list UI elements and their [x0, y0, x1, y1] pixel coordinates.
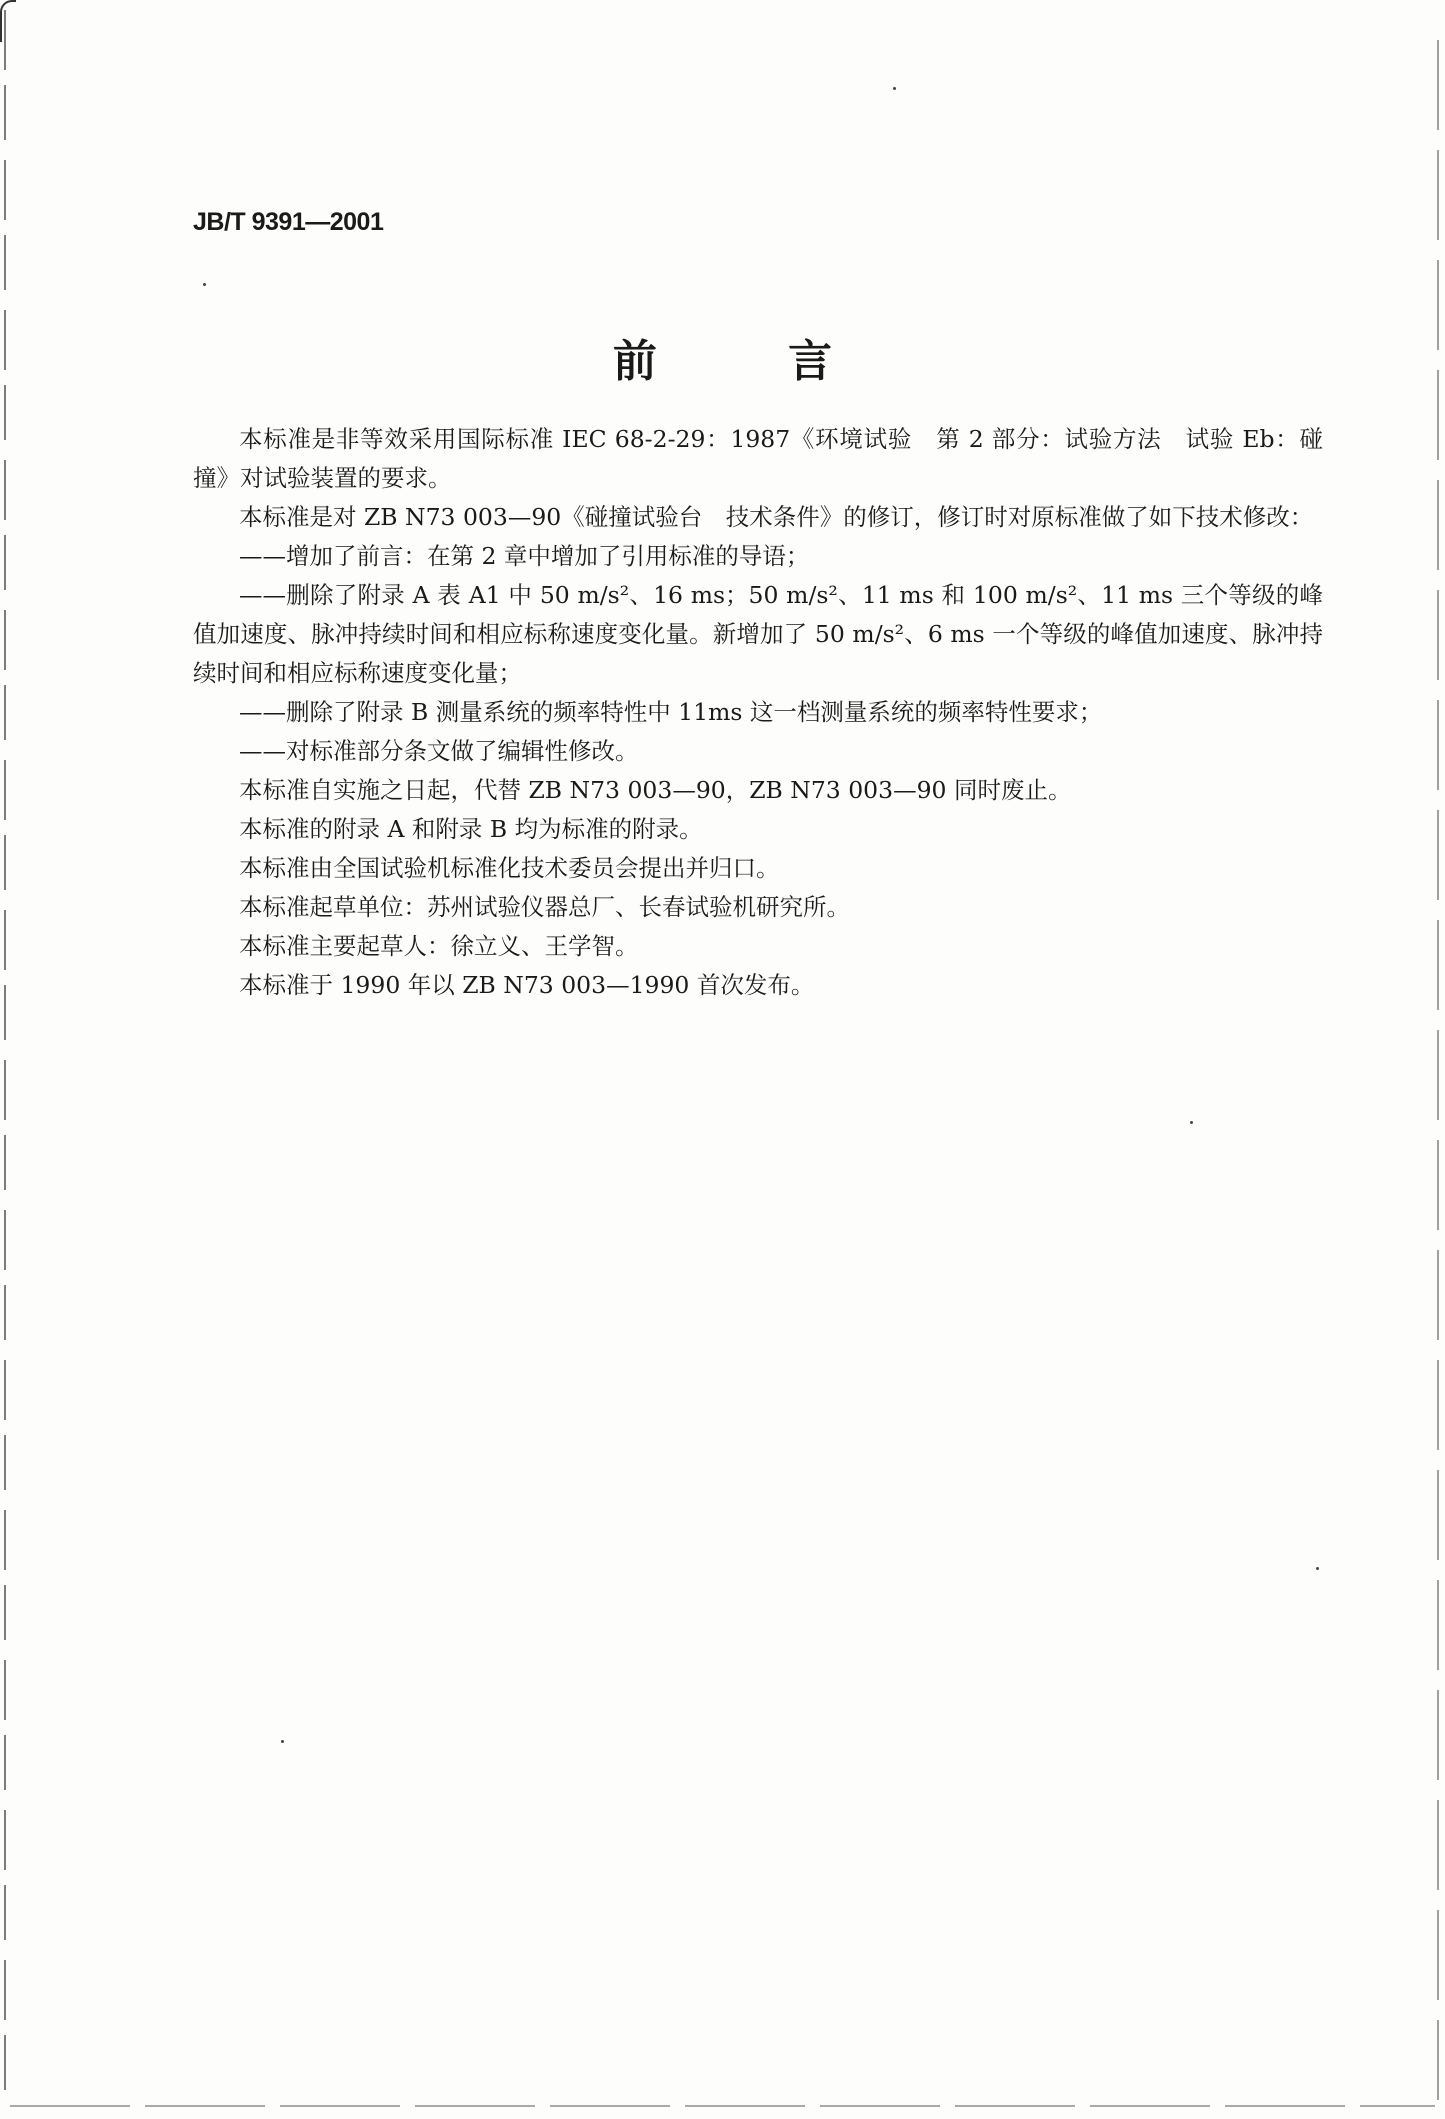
page-title: 前 言 [612, 336, 891, 387]
scan-speck [893, 87, 896, 90]
paragraph: 本标准是非等效采用国际标准 IEC 68-2-29：1987《环境试验 第 2 部分：试验方法 试验 Eb：碰撞》对试验装置的要求。 [193, 425, 1323, 492]
scan-speck [281, 1740, 284, 1743]
scan-speck [203, 283, 206, 286]
scan-edge-left [4, 10, 6, 2100]
paragraph: 本标准由全国试验机标准化技术委员会提出并归口。 [239, 854, 780, 882]
paragraph: ——删除了附录 B 测量系统的频率特性中 11ms 这一档测量系统的频率特性要求； [239, 698, 1103, 726]
scan-speck [1190, 1121, 1193, 1124]
paragraph: 本标准起草单位：苏州试验仪器总厂、长春试验机研究所。 [239, 893, 850, 921]
foreword-body [193, 420, 1323, 1005]
paragraph: 本标准于 1990 年以 ZB N73 003—1990 首次发布。 [239, 971, 815, 999]
paragraph: ——增加了前言：在第 2 章中增加了引用标准的导语； [239, 542, 810, 570]
scan-corner-mark [0, 0, 16, 42]
paragraph: 本标准的附录 A 和附录 B 均为标准的附录。 [239, 815, 703, 843]
paragraph: 本标准是对 ZB N73 003—90《碰撞试验台 技术条件》的修订，修订时对原标准做了如下技术修改： [239, 503, 1314, 531]
scan-edge-bottom [10, 2105, 1435, 2107]
paragraph: 本标准主要起草人：徐立义、王学智。 [239, 932, 639, 960]
scan-speck [1316, 1567, 1319, 1570]
paragraph: ——对标准部分条文做了编辑性修改。 [239, 737, 639, 765]
standard-code: JB/T 9391—2001 [193, 208, 384, 236]
paragraph: 本标准自实施之日起，代替 ZB N73 003—90，ZB N73 003—90 同时废止。 [239, 776, 1072, 804]
paragraph: ——删除了附录 A 表 A1 中 50 m/s²、16 ms；50 m/s²、11 ms 和 100 m/s²、11 ms 三个等级的峰值加速度、脉冲持续时间和相应标称速度变化量。新增加了 50 m/s²、6 ms 一个等级的峰值加速度、脉冲持续时间和相应标称速度变化量； [193, 581, 1323, 687]
